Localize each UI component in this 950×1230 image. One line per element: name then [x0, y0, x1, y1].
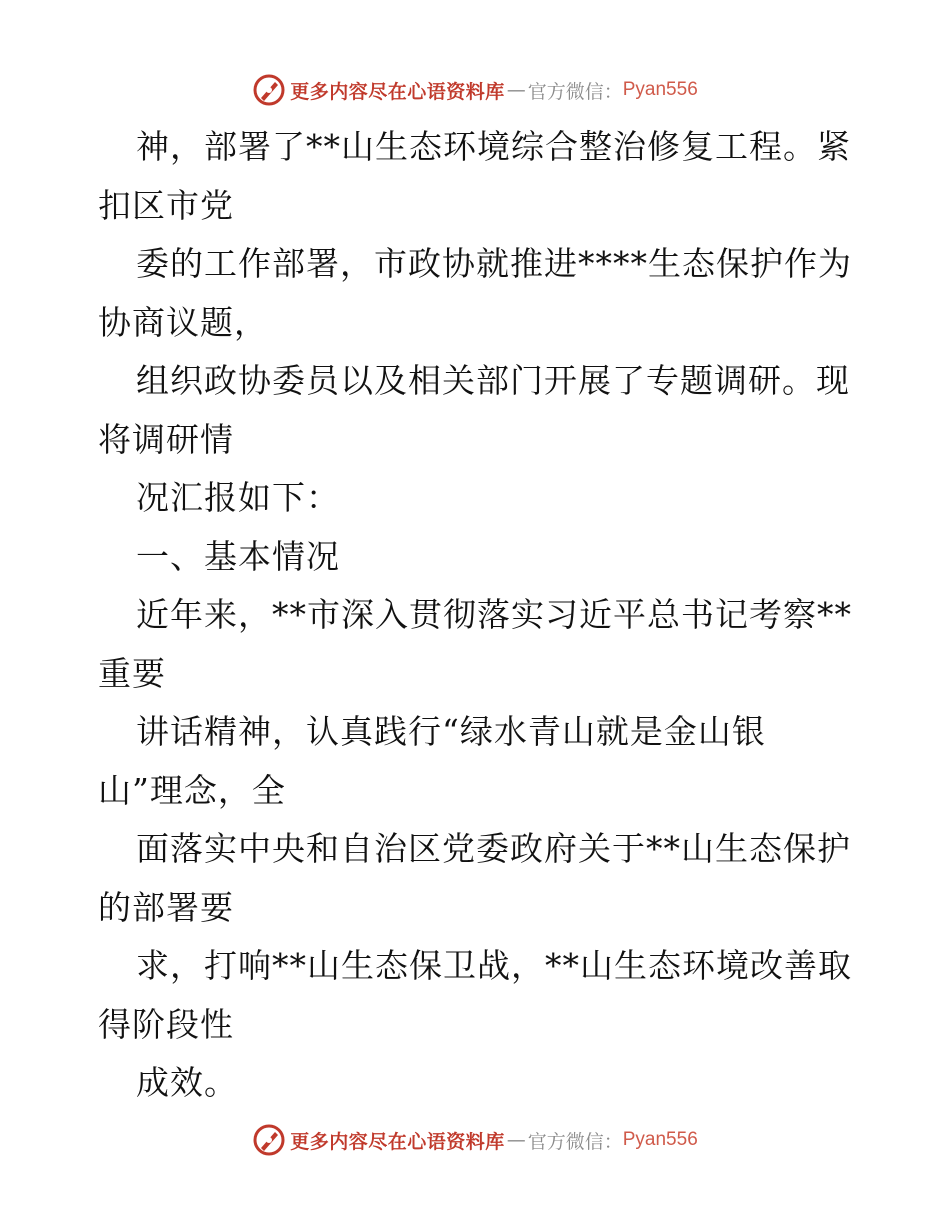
banner-text: 更多内容尽在心语资料库 — [290, 80, 505, 103]
pen-logo-icon — [252, 73, 286, 107]
paragraph-line: 得阶段性 — [98, 1004, 234, 1044]
paragraph-line: 近年来，**市深入贯彻落实习近平总书记考察** — [136, 595, 852, 634]
paragraph-line: 将调研情 — [98, 419, 234, 459]
paragraph-line: 扣区市党 — [98, 185, 234, 225]
header-banner — [0, 70, 950, 110]
paragraph-line: 面落实中央和自治区党委政府关于**山生态保护 — [136, 829, 851, 868]
paragraph-line: 神，部署了**山生态环境综合整治修复工程。紧 — [136, 127, 851, 166]
banner-wechat-label: 官方微信： — [527, 80, 623, 103]
banner-wechat-label: 官方微信： — [527, 1130, 623, 1153]
banner-text: 更多内容尽在心语资料库 — [290, 1130, 505, 1153]
banner-wechat-id: Pyan556 — [622, 1129, 698, 1150]
paragraph-line: 重要 — [98, 653, 166, 693]
document-body — [98, 118, 858, 1113]
banner-wechat-id: Pyan556 — [622, 79, 698, 100]
paragraph-line: 组织政协委员以及相关部门开展了专题调研。现 — [136, 361, 850, 400]
paragraph-line: 成效。 — [136, 1063, 238, 1102]
banner-separator: — — [506, 1129, 526, 1151]
paragraph-line: 讲话精神，认真践行“绿水青山就是金山银 — [136, 712, 766, 751]
section-heading: 一、基本情况 — [136, 536, 340, 576]
pen-logo-icon — [252, 1123, 286, 1157]
paragraph-line: 的部署要 — [98, 887, 234, 927]
paragraph-line: 况汇报如下： — [136, 478, 340, 517]
paragraph-line: 求，打响**山生态保卫战，**山生态环境改善取 — [136, 946, 852, 985]
footer-banner — [0, 1120, 950, 1160]
banner-separator: — — [506, 79, 526, 101]
paragraph-line: 山”理念，全 — [98, 770, 286, 810]
paragraph-line: 委的工作部署，市政协就推进****生态保护作为 — [136, 244, 852, 283]
paragraph-line: 协商议题， — [98, 302, 268, 342]
